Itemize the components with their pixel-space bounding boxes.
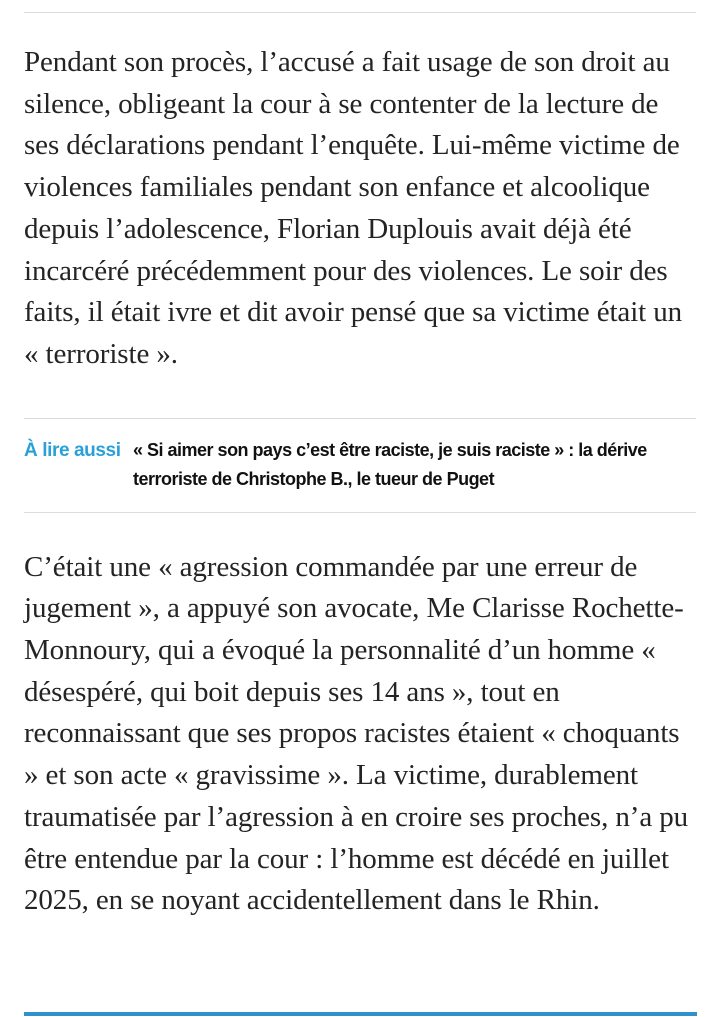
read-also-label: À lire aussi [24, 439, 121, 461]
article-paragraph-2: C’était une « agression commandée par une erreur de jugement », a appuyé son avocate, Me Clarisse Rochette-Monnoury, qui a évoqué la personnalité d’un homme « désespéré, qui boit depuis ses 14 ans », tout en reconnaissant que ses propos racistes étaient « choquants » et son acte « gravissime ». La victime, durablement traumatisée par l’agression à en croire ses proches, n’a pu être entendue par la cour : l’homme est décédé en juillet 2025, en se noyant accidentellement dans le Rhin. [24, 550, 689, 917]
top-divider [24, 12, 696, 13]
article-paragraph-1: Pendant son procès, l’accusé a fait usage de son droit au silence, obligeant la cour à se contenter de la lecture de ses déclarations pendant l’enquête. Lui-même victime de violences familiales pendant son enfance et alcoolique depuis l’adolescence, Florian Duplouis avait déjà été incarcéré précédemment pour des violences. Le soir des faits, il était ivre et dit avoir pensé que sa victime était un « terroriste ». [24, 46, 683, 370]
read-also-bottom-divider [24, 512, 696, 513]
bottom-accent-bar [24, 1012, 697, 1016]
read-also-box [24, 419, 696, 512]
read-also-link[interactable]: « Si aimer son pays c’est être raciste, je suis raciste » : la dérive terroriste de Christophe B., le tueur de Puget [133, 439, 647, 489]
